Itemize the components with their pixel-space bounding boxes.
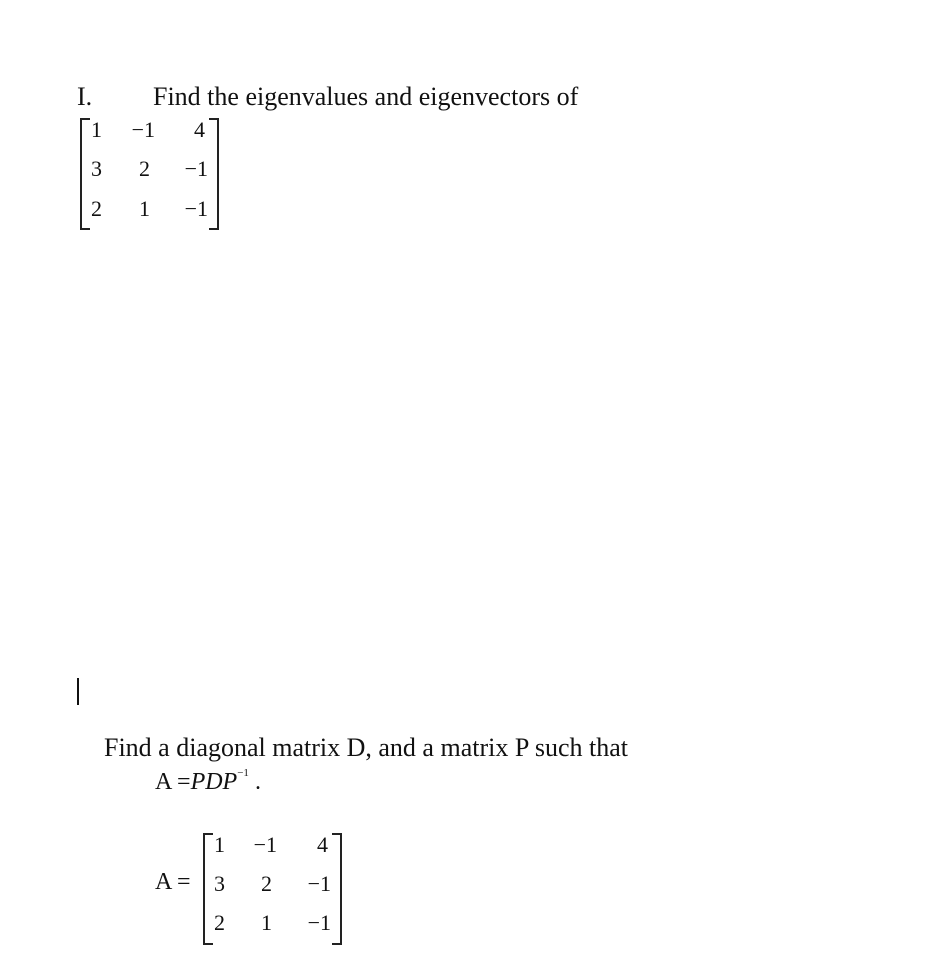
- matrix-cell: 4: [194, 117, 205, 142]
- matrix-cell: 1: [214, 832, 225, 857]
- matrix-cell: 2: [214, 910, 225, 935]
- matrix-cell: 2: [261, 871, 272, 896]
- matrix-cell: −1: [184, 196, 208, 221]
- matrix-cell: 1: [261, 910, 272, 935]
- matrix-cell: 3: [91, 156, 102, 181]
- text-cursor: [77, 678, 79, 705]
- matrix-right-bracket: [209, 118, 219, 230]
- equation-lhs: A: [155, 769, 172, 795]
- question-1-text: Find the eigenvalues and eigenvectors of: [153, 82, 579, 111]
- matrix-cell: −1: [184, 156, 208, 181]
- matrix-cell: −1: [253, 832, 277, 857]
- matrix-cell: 1: [139, 196, 150, 221]
- matrix-cell: −1: [307, 871, 331, 896]
- matrix-cell: 2: [139, 156, 150, 181]
- matrix-cell: 2: [91, 196, 102, 221]
- equation: [155, 767, 261, 796]
- equation-equals: =: [177, 769, 191, 795]
- matrix-cell: 4: [317, 832, 328, 857]
- matrix-cell: 1: [91, 117, 102, 142]
- equation-exponent: −1: [237, 767, 249, 779]
- matrix-right-bracket: [332, 833, 342, 945]
- matrix-cell: 3: [214, 871, 225, 896]
- matrix-a-label: A =: [155, 869, 191, 895]
- matrix-cell: −1: [307, 910, 331, 935]
- question-1-number: I.: [77, 82, 93, 111]
- matrix-cell: −1: [131, 117, 155, 142]
- question-2-text: Find a diagonal matrix D, and a matrix P such that: [104, 733, 628, 762]
- equation-period: .: [254, 769, 261, 795]
- equation-rhs: PDP: [190, 769, 238, 795]
